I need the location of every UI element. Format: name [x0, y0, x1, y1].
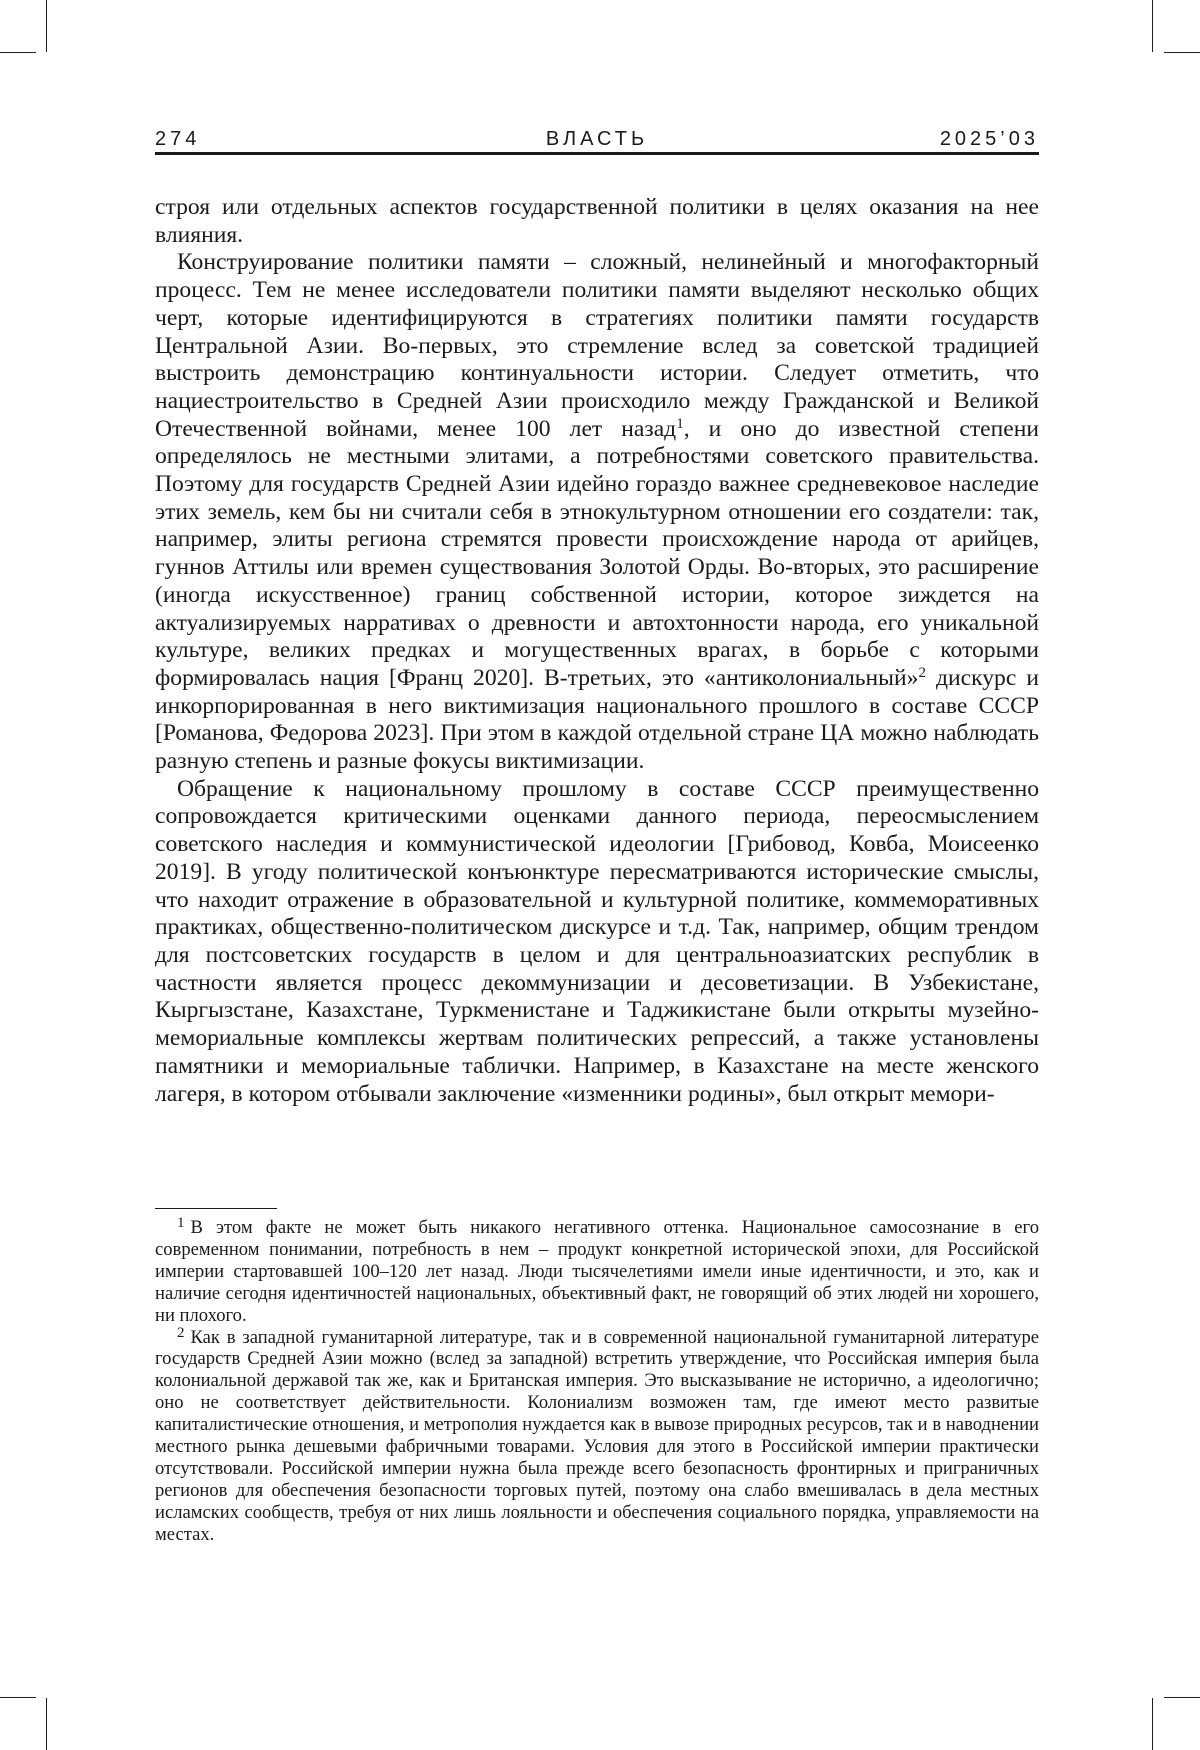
crop-mark-top-right-horizontal [1164, 52, 1200, 53]
crop-mark-bottom-left-vertical [46, 1698, 47, 1750]
footnote-number: 1 [177, 1215, 185, 1231]
paragraph-text: Конструирование политики памяти – сложный, нелинейный и многофакторный процесс. Тем не менее исследователи политики памяти выделяют несколько общих черт, которые идентифицируются в стратегиях политики памяти государств Центральной Азии. Во-первых, это стремление вслед за советской традицией выстроить демонстрацию континуальности истории. Следует отметить, что нациестроительство в Средней Азии происходило между Гражданской и Великой Отечественной войнами, менее 100 лет назад [155, 249, 1039, 441]
footnote-ref-1[interactable]: 1 [676, 416, 684, 432]
running-header [155, 124, 1039, 154]
footnote-ref-2[interactable]: 2 [918, 665, 926, 681]
footnote-1 [155, 1217, 1039, 1327]
footnote-number: 2 [177, 1325, 185, 1341]
footnote-separator [155, 1208, 277, 1209]
paragraph-memory-policy [155, 249, 1039, 775]
crop-mark-bottom-right-vertical [1152, 1698, 1153, 1750]
journal-title: ВЛАСТЬ [155, 128, 1039, 151]
header-rule [155, 152, 1039, 155]
footnote-2 [155, 1327, 1039, 1546]
crop-mark-bottom-left-horizontal [0, 1697, 36, 1698]
crop-mark-top-left-horizontal [0, 52, 36, 53]
article-body [155, 194, 1039, 1108]
paragraph-continuation: строя или отдельных аспектов государственной политики в целях оказания на нее влияния. [155, 194, 1039, 249]
paragraph-text: , и оно до известной степени определялось не местными элитами, а потребностями советского правительства. Поэтому для государств Средней Азии идейно гораздо важнее средневековое наследие этих земель, кем бы ни считали себя в этнокультурном отношении его создатели: так, например, элиты региона стремятся провести происхождение народа от арийцев, гуннов Аттилы или времен существования Золотой Орды. Во-вторых, это расширение (иногда искусственное) границ собственной истории, которое зиждется на актуализируемых нарративах о древности и автохтонности народа, его уникальной культуре, великих предках и могущественных врагах, в борьбе с которыми формировалась нация [Франц 2020]. В-третьих, это «антиколониальный» [155, 416, 1039, 691]
paragraph-text: дискурс и инкорпорированная в него виктимизация национального прошлого в составе СССР [Романова, Федорова 2023]. При этом в каждой отдельной стране ЦА можно наблюдать разную степень и разные фокусы виктимизации. [155, 665, 1039, 774]
footnote-text: Как в западной гуманитарной литературе, так и в современной национальной гуманитарной литературе государств Средней Азии можно (вслед за западной) встретить утверждение, что Российская империя была колониальной державой так же, как и Британская империя. Это высказывание не исторично, а идеологично; оно не соответствует действительности. Колониализм возможен там, где имеют место развитые капиталистические отношения, и метрополия нуждается как в вывозе природных ресурсов, так и в наводнении местного рынка дешевыми фабричными товарами. Условия для этого в Российской империи практически отсутствовали. Российской империи нужна была прежде всего безопасность фронтирных и приграничных регионов для обеспечения безопасности торговых путей, поэтому она слабо вмешивалась в дела местных исламских сообществ, требуя от них лишь лояльности и обеспечения социального порядка, управляемости на местах. [155, 1327, 1039, 1545]
footnote-text: В этом факте не может быть никакого негативного оттенка. Национальное самосознание в его современном понимании, потребность в нем – продукт конкретной исторической эпохи, для Российской империи стартовавшей 100–120 лет назад. Люди тысячелетиями имели иные идентичности, и это, как и наличие сегодня идентичностей национальных, объективный факт, не говорящий об этих людей ни хорошего, ни плохого. [155, 1217, 1039, 1326]
issue-number: 2025’03 [940, 128, 1039, 151]
crop-mark-bottom-right-horizontal [1164, 1697, 1200, 1698]
crop-mark-top-right-vertical [1152, 0, 1153, 52]
page-number: 274 [155, 128, 200, 151]
footnotes [155, 1217, 1039, 1546]
paragraph-soviet-past: Обращение к национальному прошлому в составе СССР преимущественно сопровождается критическими оценками данного периода, переосмыслением советского наследия и коммунистической идеологии [Грибовод, Ковба, Моисеенко 2019]. В угоду политической конъюнктуре пересматриваются исторические смыслы, что находит отражение в образовательной и культурной политике, коммеморативных практиках, общественно-политическом дискурсе и т.д. Так, например, общим трендом для постсоветских государств в целом и для центральноазиатских республик в частности является процесс декоммунизации и десоветизации. В Узбекистане, Кыргызстане, Казахстане, Туркменистане и Таджикистане были открыты музейно-мемориальные комплексы жертвам политических репрессий, а также установлены памятники и мемориальные таблички. Например, в Казахстане на месте женского лагеря, в котором отбывали заключение «изменники родины», был открыт мемори- [155, 776, 1039, 1108]
crop-mark-top-left-vertical [46, 0, 47, 52]
